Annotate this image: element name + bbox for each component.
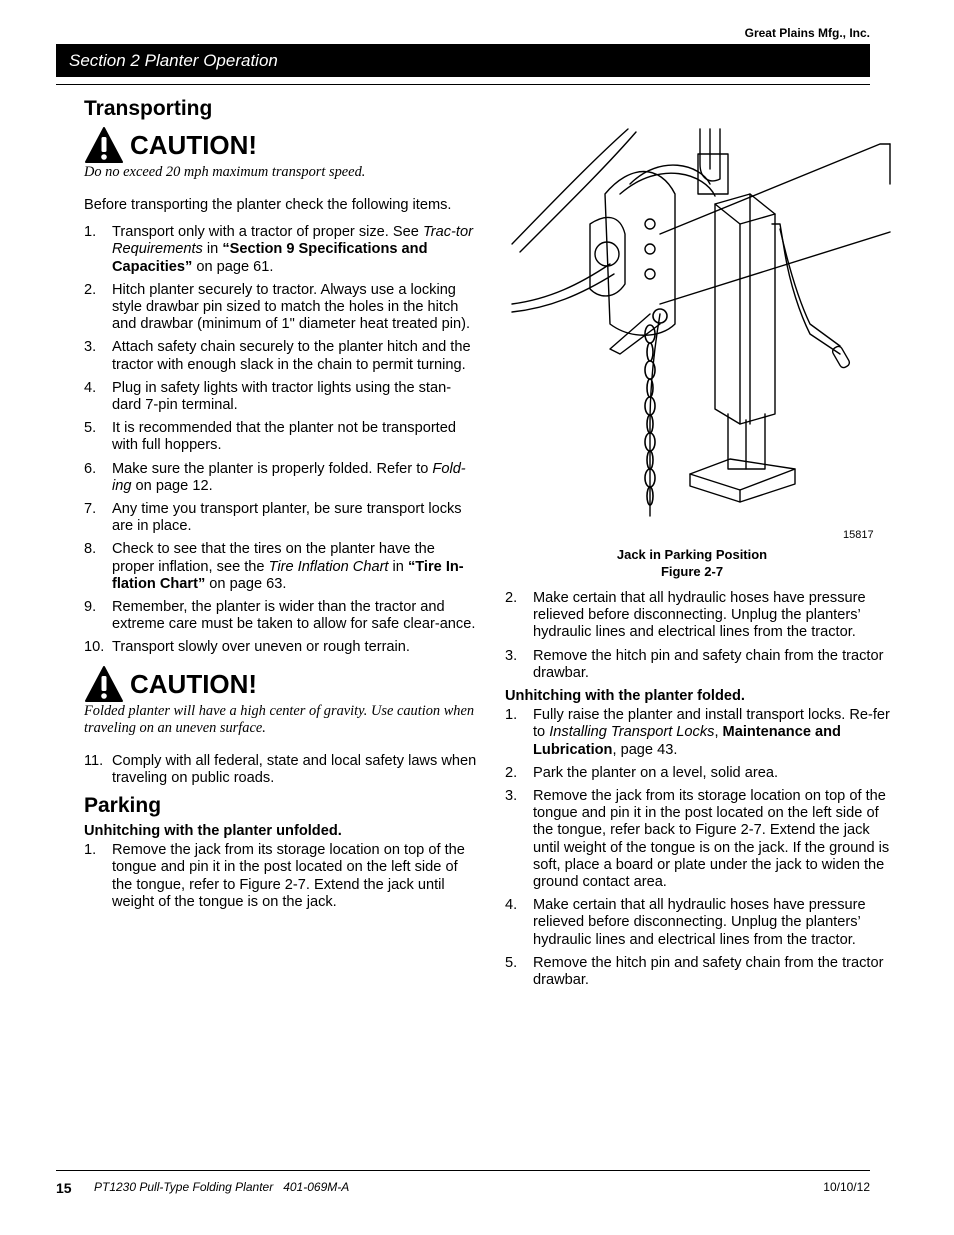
figure-number: 15817 — [843, 529, 874, 541]
list-item: 3. Remove the jack from its storage location on top of the tongue and pin it in the post located on the left side of the tongue, refer back to Figure 2-7. Extend the jack until weight of the tongue is on the jack. If the ground is soft, place a board or plate under the jack to widen the ground contact area. — [505, 788, 890, 891]
document-title: PT1230 Pull-Type Folding Planter 401-069M-A — [94, 1180, 350, 1194]
transport-checklist-continued — [84, 753, 480, 787]
list-item: 2. Park the planter on a level, solid area. — [505, 764, 778, 781]
transporting-heading: Transporting — [84, 97, 213, 120]
transport-intro: Before transporting the planter check the following items. — [84, 197, 452, 213]
unfolded-steps — [84, 842, 480, 911]
jack-parking-illustration — [510, 124, 898, 522]
bottom-rule — [56, 1170, 870, 1171]
folded-steps — [505, 707, 897, 989]
folded-subheading: Unhitching with the planter folded. — [505, 688, 745, 705]
figure-caption — [505, 546, 879, 580]
top-rule — [56, 84, 870, 85]
list-item: 10. Transport slowly over uneven or rough terrain. — [84, 639, 410, 656]
right-column — [505, 590, 897, 995]
unfolded-steps-continued — [505, 590, 897, 682]
page-number: 15 — [56, 1180, 72, 1196]
revision-date: 10/10/12 — [823, 1180, 870, 1194]
list-item: 1. Remove the jack from its storage location on top of the tongue and pin it in the post located on the left side of the tongue, refer to Figure 2-7. Extend the jack until weight of the tongue is on the jack. — [84, 842, 465, 910]
caution-label: CAUTION! — [130, 130, 258, 160]
unfolded-subheading: Unhitching with the planter unfolded. — [84, 823, 342, 840]
list-item: 2. Make certain that all hydraulic hoses have pressure relieved before disconnecting. Unplug the planters’ hydraulic lines and electrical lines from the tractor. — [505, 590, 866, 641]
warning-icon — [84, 665, 124, 703]
list-item: 8. Check to see that the tires on the planter have the proper inflation, see the Tire Inflation Chart in “Tire In-flation Chart” on page 63. — [84, 541, 464, 592]
list-item: 7. Any time you transport planter, be sure transport locks are in place. — [84, 501, 462, 535]
list-item: 9. Remember, the planter is wider than the tractor and extreme care must be taken to allow for safe clear-ance. — [84, 599, 476, 633]
list-item: 5. Remove the hitch pin and safety chain from the tractor drawbar. — [505, 954, 884, 989]
figure-caption-title: Jack in Parking Position — [616, 547, 768, 562]
list-item: 3. Attach safety chain securely to the planter hitch and the tractor with enough slack in the chain to permit turning. — [84, 339, 471, 373]
parking-heading: Parking — [84, 794, 162, 818]
caution-block-2 — [84, 665, 480, 703]
left-column — [84, 96, 480, 917]
list-item: 4. Make certain that all hydraulic hoses have pressure relieved before disconnecting. Unplug the planters’ hydraulic lines and electrical lines from the tractor. — [505, 897, 866, 948]
caution-text: Do no exceed 20 mph maximum transport speed. — [84, 164, 366, 180]
list-item: 11. Comply with all federal, state and local safety laws when traveling on public roads. — [84, 752, 477, 786]
list-item: 1. Fully raise the planter and install transport locks. Re-fer to Installing Transport Locks, Maintenance and Lubrication, page 43. — [505, 707, 890, 758]
list-item: 1. Transport only with a tractor of proper size. See Trac-tor Requirements in “Section 9 Specifications and Capacities” on page 61. — [84, 224, 473, 275]
caution-text: Folded planter will have a high center of gravity. Use caution when traveling on an uneven surface. — [84, 702, 475, 736]
company-name: Great Plains Mfg., Inc. — [744, 26, 870, 40]
list-item: 2. Hitch planter securely to tractor. Always use a locking style drawbar pin sized to match the holes in the hitch and drawbar (minimum of 1" diameter heat treated pin). — [84, 281, 471, 333]
caution-label: CAUTION! — [130, 668, 258, 699]
list-item: 6. Make sure the planter is properly folded. Refer to Fold-ing on page 12. — [84, 460, 466, 494]
figure-label: Figure 2-7 — [660, 564, 724, 579]
warning-icon — [84, 126, 124, 164]
section-header: Section 2 Planter Operation — [56, 44, 870, 77]
list-item: 3. Remove the hitch pin and safety chain from the tractor drawbar. — [505, 647, 884, 681]
caution-block-1 — [84, 126, 480, 164]
list-item: 4. Plug in safety lights with tractor lights using the stan-dard 7-pin terminal. — [84, 379, 452, 414]
list-item: 5. It is recommended that the planter not be transported with full hoppers. — [84, 420, 456, 454]
transport-checklist — [84, 224, 480, 656]
